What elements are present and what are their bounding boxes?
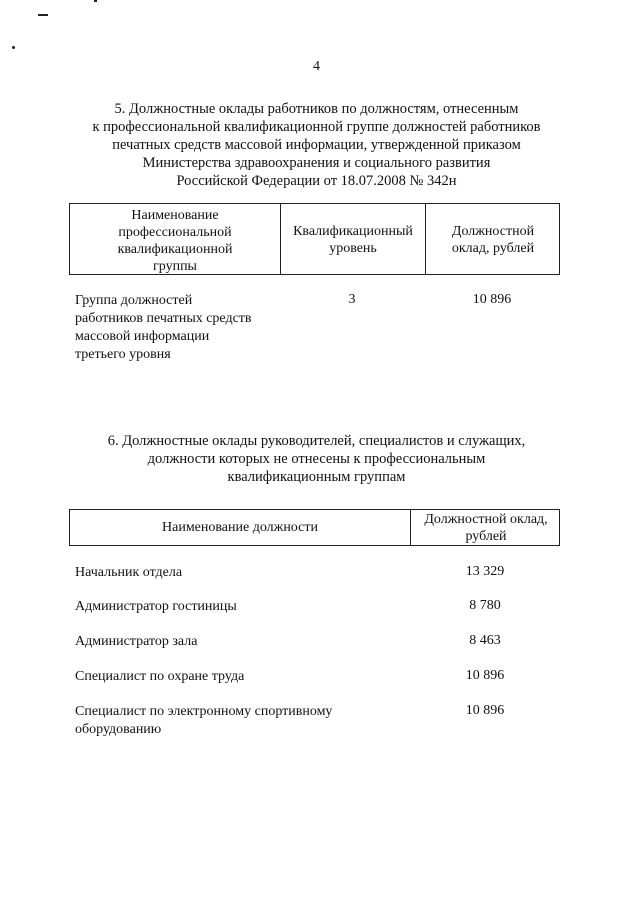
- section5-table-header: [69, 203, 560, 275]
- heading-line: должности которых не отнесены к профессиональным: [147, 451, 486, 467]
- header-position-name: Наименование должности: [162, 520, 318, 535]
- header-salary: [411, 511, 561, 545]
- table-row-name: [75, 703, 332, 739]
- table-row-name: Начальник отдела: [75, 565, 183, 580]
- row-name-line: работников печатных средств: [75, 311, 252, 326]
- page-number: 4: [313, 59, 320, 74]
- section5-heading: [0, 100, 633, 190]
- scan-mark: [38, 14, 48, 16]
- heading-line: печатных средств массовой информации, утвержденной приказом: [112, 137, 521, 153]
- header-line: Наименование: [131, 208, 219, 223]
- table-row-group-name: [75, 292, 252, 364]
- heading-line: к профессиональной квалификационной группе должностей работников: [92, 119, 541, 135]
- table-row-salary: 10 896: [465, 703, 505, 718]
- header-line: группы: [153, 259, 197, 274]
- table-row-salary: 10 896: [472, 292, 512, 307]
- table-row-salary: 8 463: [469, 633, 501, 648]
- row-name-line: Специалист по электронному спортивному: [75, 704, 333, 719]
- table-row-salary: 8 780: [469, 598, 501, 613]
- scan-mark: [12, 46, 15, 49]
- header-line: оклад, рублей: [451, 241, 535, 256]
- heading-line: 6. Должностные оклады руководителей, специалистов и служащих,: [107, 433, 526, 449]
- header-line: квалификационной: [117, 242, 233, 257]
- table-row-salary: 10 896: [465, 668, 505, 683]
- header-qualification-level: [281, 223, 425, 257]
- table-row-salary: 13 329: [465, 564, 505, 579]
- header-line: Квалификационный: [293, 224, 413, 239]
- row-name-line: Группа должностей: [75, 293, 193, 308]
- row-name-line: массовой информации: [75, 329, 210, 344]
- heading-line: 5. Должностные оклады работников по должностям, отнесенным: [114, 101, 519, 117]
- header-group-name: [70, 207, 280, 275]
- heading-line: Российской Федерации от 18.07.2008 № 342н: [176, 173, 457, 189]
- table-row-name: Администратор гостиницы: [75, 599, 237, 614]
- row-name-line: оборудованию: [75, 722, 162, 737]
- header-line: Должностной оклад,: [424, 512, 548, 527]
- section6-table-header: [69, 509, 560, 546]
- table-row-name: Специалист по охране труда: [75, 669, 245, 684]
- header-line: рублей: [465, 529, 507, 544]
- header-salary: [426, 223, 560, 257]
- section6-heading: [0, 432, 633, 486]
- scan-mark: [94, 0, 97, 2]
- header-line: уровень: [329, 241, 377, 256]
- table-row-name: Администратор зала: [75, 634, 198, 649]
- header-line: профессиональной: [118, 225, 232, 240]
- table-row-level: 3: [348, 292, 356, 307]
- header-line: Должностной: [451, 224, 535, 239]
- heading-line: Министерства здравоохранения и социального развития: [142, 155, 491, 171]
- row-name-line: третьего уровня: [75, 347, 171, 362]
- heading-line: квалификационным группам: [227, 469, 406, 485]
